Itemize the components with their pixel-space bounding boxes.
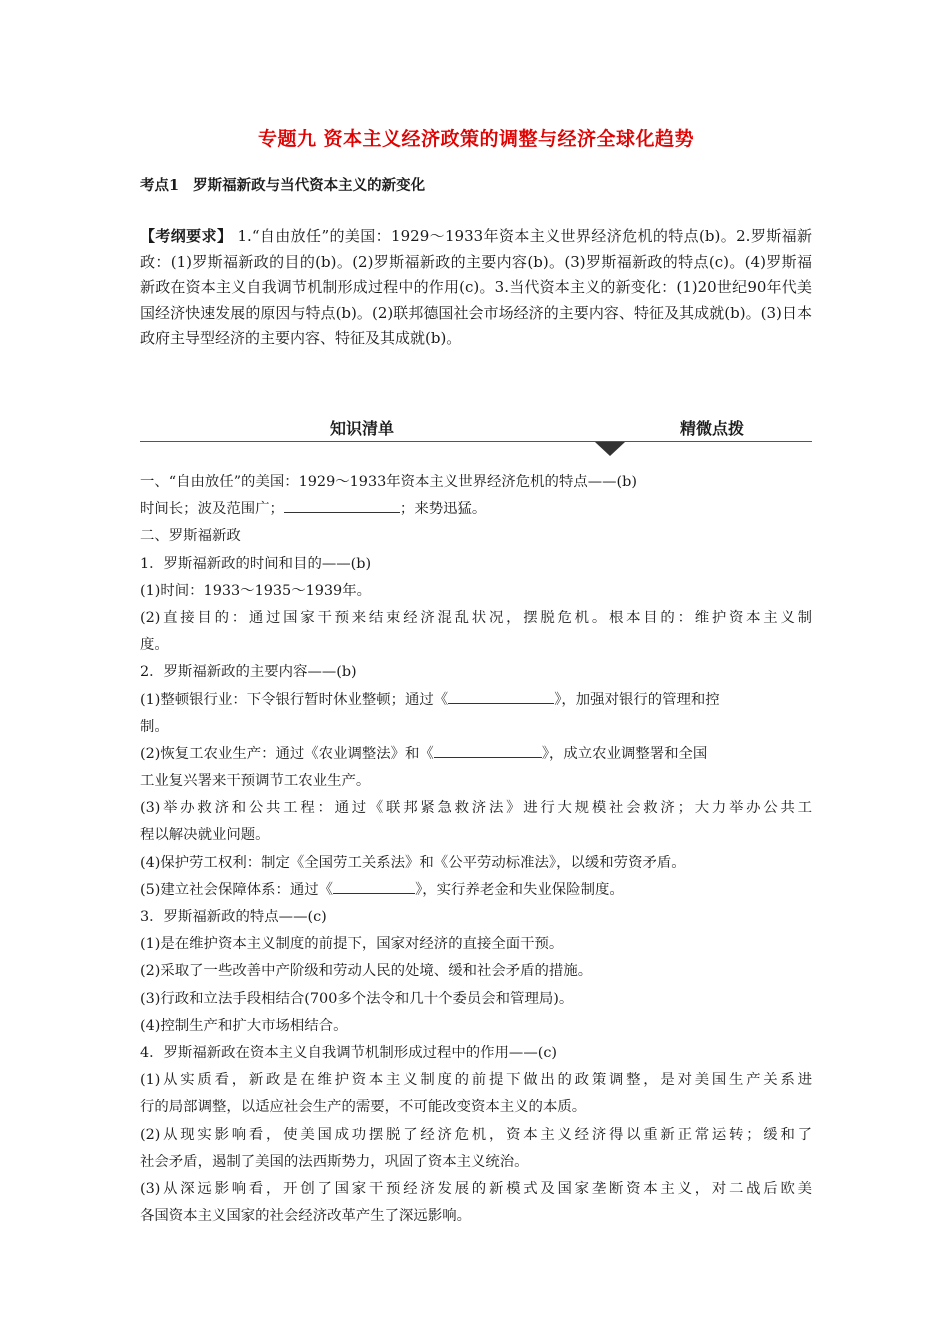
content-line: (1)是在维护资本主义制度的前提下，国家对经济的直接全面干预。 xyxy=(140,936,564,953)
content-line: (2)从现实影响看，使美国成功摆脱了经济危机，资本主义经济得以重新正常运转；缓和了 xyxy=(140,1126,812,1143)
content-line: 2．罗斯福新政的主要内容——(b) xyxy=(140,664,357,681)
content-line: 行的局部调整，以适应社会生产的需要，不可能改变资本主义的本质。 xyxy=(140,1099,587,1116)
content-line: (4)控制生产和扩大市场相结合。 xyxy=(140,1017,348,1034)
content-line: 二、罗斯福新政 xyxy=(140,528,241,545)
content-line: 一、“自由放任”的美国：1929～1933年资本主义世界经济危机的特点——(b) xyxy=(140,474,637,490)
line-text: 时间长；波及范围广； xyxy=(140,501,284,518)
content-line: 制。 xyxy=(140,718,169,735)
content-line: (2)直接目的：通过国家干预来结束经济混乱状况，摆脱危机。根本目的：维护资本主义制 xyxy=(140,609,812,626)
fill-blank[interactable] xyxy=(284,497,400,513)
content-line: (2)采取了一些改善中产阶级和劳动人民的处境、缓和社会矛盾的措施。 xyxy=(140,963,593,980)
content-line xyxy=(140,741,812,768)
content-line xyxy=(140,877,812,904)
content-line: 4．罗斯福新政在资本主义自我调节机制形成过程中的作用——(c) xyxy=(140,1044,557,1061)
line-text: (2)恢复工农业生产：通过《农业调整法》和《 xyxy=(140,745,434,762)
requirements-tag: 【考纲要求】 xyxy=(140,227,233,245)
content-line: 社会矛盾，遏制了美国的法西斯势力，巩固了资本主义统治。 xyxy=(140,1153,529,1170)
knowledge-tab-bar xyxy=(140,416,812,456)
line-text: 》，成立农业调整署和全国 xyxy=(541,745,708,762)
line-text: 》，实行养老金和失业保险制度。 xyxy=(415,881,624,898)
content-line: (3)从深远影响看，开创了国家干预经济发展的新模式及国家垄断资本主义，对二战后欧美 xyxy=(140,1180,812,1197)
page-title: 专题九 资本主义经济政策的调整与经济全球化趋势 xyxy=(257,128,695,150)
section-heading xyxy=(140,174,425,195)
line-text: (1)整顿银行业：下令银行暂时休业整顿；通过《 xyxy=(140,691,449,708)
section-title: 罗斯福新政与当代资本主义的新变化 xyxy=(193,177,426,194)
content-line: (1)从实质看，新政是在维护资本主义制度的前提下做出的政策调整，是对美国生产关系进 xyxy=(140,1072,812,1089)
knowledge-content xyxy=(140,469,812,1230)
section-label: 考点1 xyxy=(140,177,180,194)
content-line: 各国资本主义国家的社会经济改革产生了深远影响。 xyxy=(140,1208,471,1225)
line-text: 》，加强对银行的管理和控 xyxy=(554,691,720,708)
fill-blank[interactable] xyxy=(448,688,554,704)
content-line: 工业复兴署来干预调节工农业生产。 xyxy=(140,773,371,790)
content-line: 1．罗斯福新政的时间和目的——(b) xyxy=(140,555,372,572)
content-line: (3)举办救济和公共工程：通过《联邦紧急救济法》进行大规模社会救济；大力举办公共工 xyxy=(140,800,812,817)
line-text: (5)建立社会保障体系：通过《 xyxy=(140,881,334,898)
content-line: (4)保护劳工权利：制定《全国劳工关系法》和《公平劳动标准法》，以缓和劳资矛盾。 xyxy=(140,854,686,871)
requirements-text: 1.“自由放任”的美国：1929～1933年资本主义世界经济危机的特点(b)。2.罗斯福新政：(1)罗斯福新政的目的(b)。(2)罗斯福新政的主要内容(b)。(3)罗斯福新政的特点(c)。(4)罗斯福新政在资本主义自我调节机制形成过程中的作用(c)。3.当代资本主义的新变化：(1)20世纪90年代美国经济快速发展的原因与特点(b)。(2)联邦德国社会市场经济的主要内容、特征及其成就(b)。(3)日本政府主导型经济的主要内容、特征及其成就(b)。 xyxy=(140,227,812,348)
fill-blank[interactable] xyxy=(333,878,415,894)
content-line: 度。 xyxy=(140,637,169,654)
tab-divider xyxy=(140,441,812,442)
tab-detailed-notes: 精微点拨 xyxy=(680,419,745,438)
content-line: 程以解决就业问题。 xyxy=(140,827,270,844)
fill-blank[interactable] xyxy=(434,742,542,758)
line-text: ；来势迅猛。 xyxy=(399,501,487,518)
tab-knowledge-list: 知识清单 xyxy=(330,419,395,438)
content-line xyxy=(140,687,812,714)
content-line: (3)行政和立法手段相结合(700多个法令和几十个委员会和管理局)。 xyxy=(140,990,574,1007)
content-line: (1)时间：1933～1935～1939年。 xyxy=(140,582,371,599)
content-line xyxy=(140,496,812,523)
tab-pointer-triangle xyxy=(595,442,625,456)
exam-requirements xyxy=(140,224,812,352)
content-line: 3．罗斯福新政的特点——(c) xyxy=(140,909,327,925)
